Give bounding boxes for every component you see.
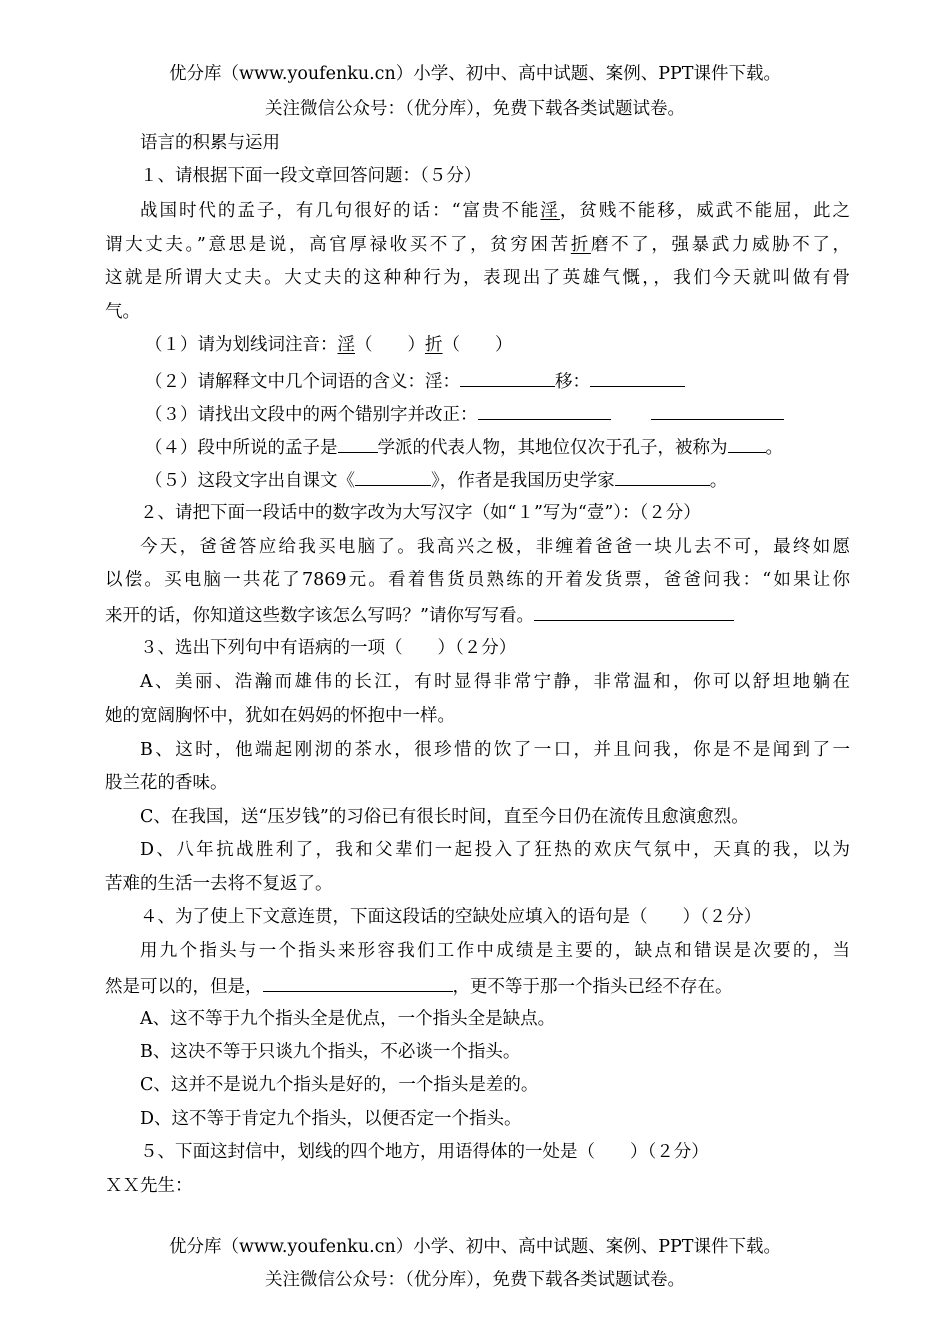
q1-title: １、请根据下面一段文章回答问题：（５分） — [140, 166, 482, 186]
q1-sub-4 — [145, 434, 850, 460]
answer-blank[interactable] — [355, 467, 431, 486]
answer-blank[interactable] — [460, 368, 555, 387]
text-segment: 谓大丈夫。”意思是说，高官厚禄收买不了，贫穷困苦 — [105, 235, 571, 255]
q3-option-b-line-1: B、这时，他端起刚沏的茶水，很珍惜的饮了一口，并且问我，你是不是闻到了一 — [140, 740, 850, 760]
q3-option-a-line-2: 她的宽阔胸怀中，犹如在妈妈的怀抱中一样。 — [105, 706, 455, 726]
text-segment: 战国时代的孟子，有几句很好的话：“富贵不能 — [140, 201, 541, 221]
q4-option-a: A、这不等于九个指头全是优点，一个指头全是缺点。 — [140, 1009, 556, 1029]
text-segment: 学派的代表人物，其地位仅次于孔子，被称为 — [377, 438, 728, 458]
q4-option-b: B、这决不等于只谈九个指头，不必谈一个指头。 — [140, 1042, 521, 1062]
q4-option-c: C、这并不是说九个指头是好的，一个指头是差的。 — [140, 1075, 539, 1095]
q1-sub-5 — [145, 467, 850, 493]
answer-blank[interactable] — [615, 467, 710, 486]
text-segment: 然是可以的，但是， — [105, 977, 263, 997]
q1-sub-3 — [145, 401, 850, 427]
q1-passage-line-1 — [140, 199, 850, 223]
text-segment: 移： — [555, 372, 590, 392]
q4-line-2 — [105, 973, 850, 999]
header-line-2: 关注微信公众号：（优分库），免费下载各类试题试卷。 — [265, 99, 685, 119]
q3-option-c: C、在我国，送“压岁钱”的习俗已有很长时间，直至今日仍在流传且愈演愈烈。 — [140, 807, 749, 827]
answer-blank[interactable] — [590, 368, 685, 387]
q4-option-d: D、这不等于肯定九个指头，以便否定一个指头。 — [140, 1109, 522, 1129]
q2-title: ２、请把下面一段话中的数字改为大写汉字（如“１”写为“壹”）：（２分） — [140, 503, 701, 523]
answer-blank[interactable] — [478, 401, 611, 420]
text-segment: （５）这段文字出自课文《 — [145, 471, 355, 491]
text-segment: 来开的话，你知道这些数字该怎么写吗？”请你写写看。 — [105, 606, 534, 626]
text-segment: 磨不了，强暴武力威胁不了， — [590, 235, 851, 255]
underlined-word: 折 — [570, 235, 591, 255]
q3-option-d-line-2: 苦难的生活一去将不复返了。 — [105, 874, 333, 894]
text-segment: （２）请解释文中几个词语的含义：淫： — [145, 372, 460, 392]
footer-line-1: 优分库（www.youfenku.cn）小学、初中、高中试题、案例、PPT课件下载。 — [169, 1237, 781, 1257]
text-segment: （３）请找出文段中的两个错别字并改正： — [145, 405, 478, 425]
q1-sub-2 — [145, 368, 850, 394]
footer-line-2: 关注微信公众号：（优分库），免费下载各类试题试卷。 — [265, 1270, 685, 1290]
text-segment: 。 — [709, 471, 728, 491]
text-segment: 。 — [765, 438, 783, 458]
q2-line-2: 以偿。买电脑一共花了7869元。看着售货员熟练的开着发货票，爸爸问我：“如果让你 — [105, 570, 850, 590]
q3-option-d-line-1: D、八年抗战胜利了，我和父辈们一起投入了狂热的欢庆气氛中，天真的我，以为 — [140, 840, 850, 860]
answer-blank[interactable] — [534, 602, 734, 621]
q5-title: ５、下面这封信中，划线的四个地方，用语得体的一处是（ ）（２分） — [140, 1142, 709, 1162]
answer-blank[interactable] — [651, 401, 784, 420]
text-segment: （１）请为划线词注音： — [145, 335, 338, 355]
text-segment: ，更不等于那一个指头已经不存在。 — [452, 977, 733, 997]
answer-paren[interactable]: （ ） — [442, 335, 513, 355]
text-segment: （４）段中所说的孟子是 — [145, 438, 338, 458]
answer-blank[interactable] — [728, 434, 766, 453]
q1-passage-line-3: 这就是所谓大丈夫。大丈夫的这种种行为，表现出了英雄气慨，，我们今天就叫做有骨 — [105, 268, 850, 288]
q1-passage-line-2 — [105, 233, 850, 257]
q4-line-1: 用九个指头与一个指头来形容我们工作中成绩是主要的，缺点和错误是次要的，当 — [140, 941, 850, 961]
q2-line-1: 今天，爸爸答应给我买电脑了。我高兴之极，非缠着爸爸一块儿去不可，最终如愿 — [140, 537, 850, 557]
q2-line-3 — [105, 602, 850, 628]
underlined-word: 淫 — [540, 201, 560, 221]
text-segment: ，贫贱不能移，威武不能屈，此之 — [559, 201, 851, 221]
q1-passage-line-4: 气。 — [105, 302, 140, 322]
answer-blank[interactable] — [263, 973, 453, 992]
answer-paren[interactable]: （ ） — [355, 335, 425, 355]
section-title: 语言的积累与运用 — [140, 133, 280, 153]
text-segment: 》，作者是我国历史学家 — [431, 471, 615, 491]
q3-option-a-line-1: A、美丽、浩瀚而雄伟的长江，有时显得非常宁静，非常温和，你可以舒坦地躺在 — [140, 672, 850, 692]
q5-salutation: ＸＸ先生： — [105, 1176, 193, 1196]
q3-option-b-line-2: 股兰花的香味。 — [105, 773, 228, 793]
underlined-word: 淫 — [337, 335, 355, 355]
q4-title: ４、为了使上下文意连贯，下面这段话的空缺处应填入的语句是（ ）（２分） — [140, 907, 762, 927]
header-line-1: 优分库（www.youfenku.cn）小学、初中、高中试题、案例、PPT课件下载。 — [169, 64, 781, 84]
answer-blank[interactable] — [338, 434, 378, 453]
q1-sub-1 — [145, 333, 850, 357]
underlined-word: 折 — [425, 335, 443, 355]
q3-title: ３、选出下列句中有语病的一项（ ）（２分） — [140, 638, 517, 658]
